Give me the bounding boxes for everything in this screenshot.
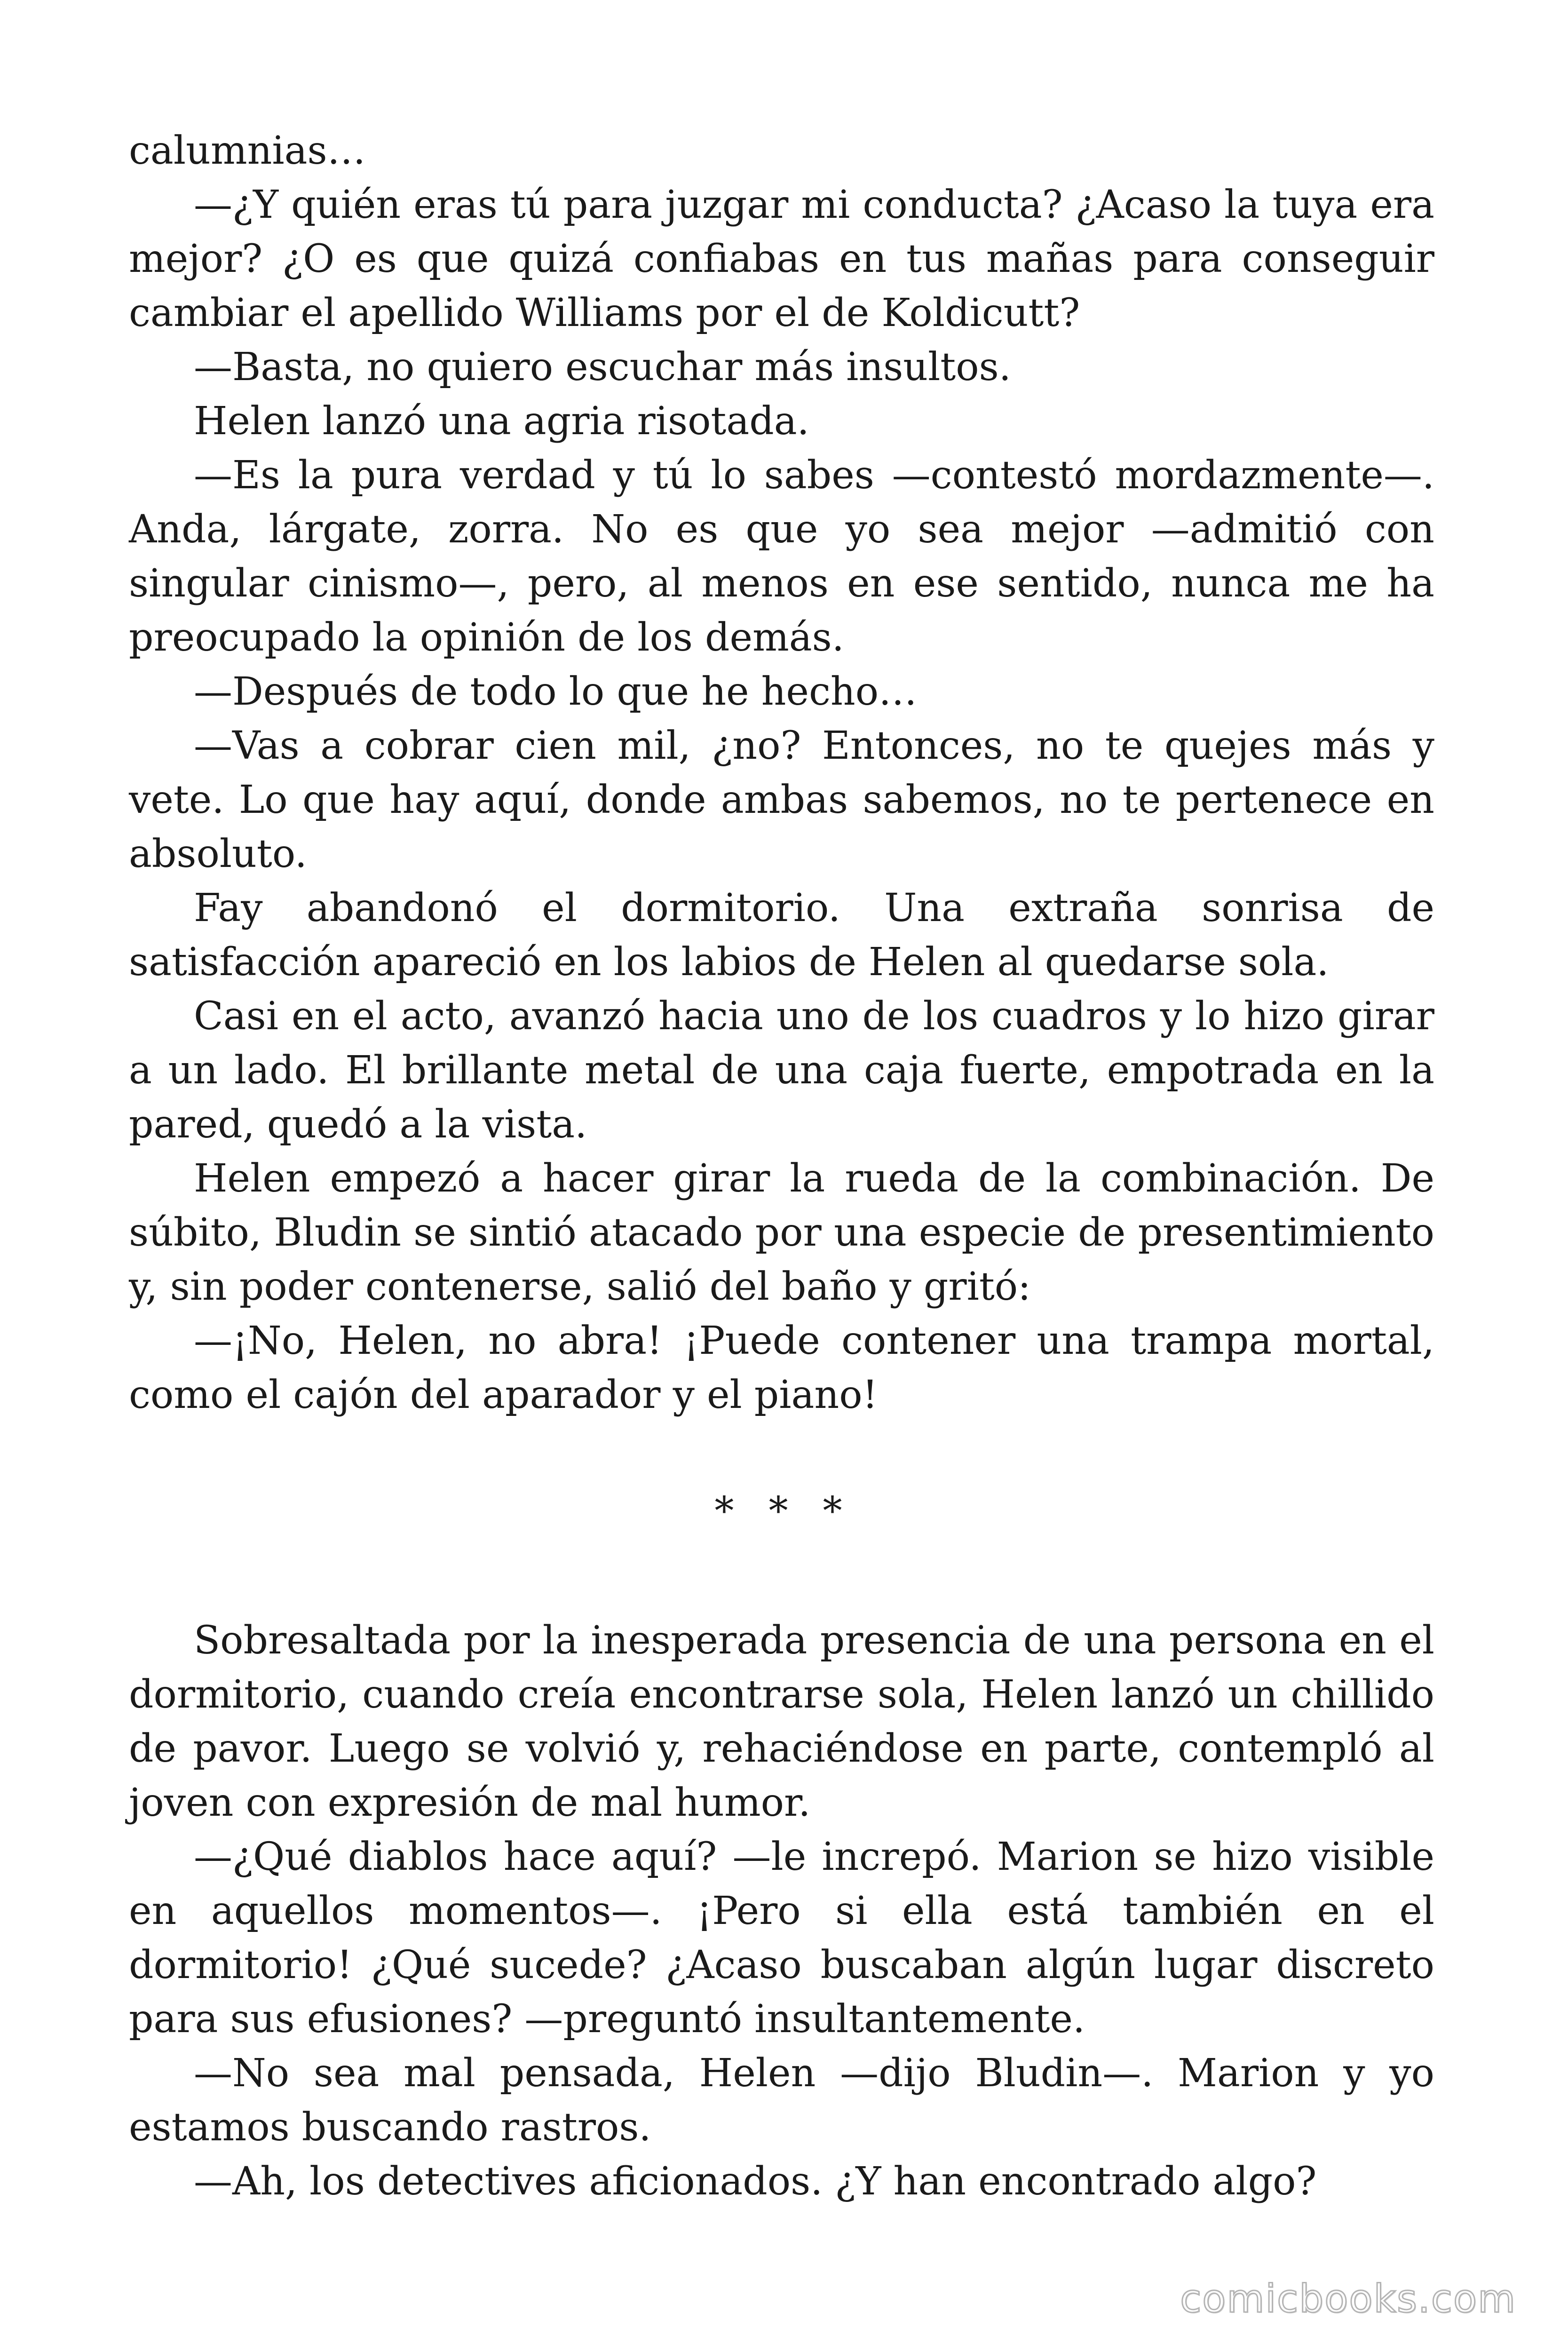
text-block-after-break [129,1613,1434,2209]
paragraph: —Basta, no quiero escuchar más insultos. [194,345,1011,389]
paragraph: Fay abandonó el dormitorio. Una extraña sonrisa de satisfacción apareció en los labios de Helen al quedarse sola. [129,886,1434,985]
scene-break: * * * [714,1489,854,1534]
paragraph: —Después de todo lo que he hecho… [194,669,918,714]
paragraph: —Vas a cobrar cien mil, ¿no? Entonces, no te quejes más y vete. Lo que hay aquí, donde ambas sabemos, no te pertenece en absoluto. [129,723,1434,876]
paragraph: —Es la pura verdad y tú lo sabes —contestó mordazmente—. Anda, lárgate, zorra. No es que yo sea mejor —admitió con singular cinismo—, pero, al menos en ese sentido, nunca me ha preocupado la opinión de los demás. [129,453,1434,660]
paragraph: —¡No, Helen, no abra! ¡Puede contener una trampa mortal, como el cajón del aparador y el piano! [129,1319,1434,1417]
watermark: comicbooks.com [1180,2277,1516,2321]
paragraph: Casi en el acto, avanzó hacia uno de los cuadros y lo hizo girar a un lado. El brillante metal de una caja fuerte, empotrada en la pared, quedó a la vista. [129,994,1434,1147]
paragraph: —No sea mal pensada, Helen —dijo Bludin—. Marion y yo estamos buscando rastros. [129,2051,1434,2150]
paragraph: calumnias… [129,128,366,173]
paragraph: —Ah, los detectives aficionados. ¿Y han encontrado algo? [194,2159,1317,2204]
paragraph: —¿Qué diablos hace aquí? —le increpó. Marion se hizo visible en aquellos momentos—. ¡Pero si ella está también en el dormitorio! ¿Qué sucede? ¿Acaso buscaban algún lugar discreto para sus efusiones? —preguntó insultantemente. [129,1835,1434,2042]
paragraph: Helen empezó a hacer girar la rueda de la combinación. De súbito, Bludin se sintió atacado por una especie de presentimiento y, sin poder contenerse, salió del baño y gritó: [129,1156,1434,1309]
paragraph: Sobresaltada por la inesperada presencia de una persona en el dormitorio, cuando creía encontrarse sola, Helen lanzó un chillido de pavor. Luego se volvió y, rehaciéndose en parte, contempló al joven con expresión de mal humor. [129,1618,1434,1825]
paragraph: Helen lanzó una agria risotada. [194,399,809,444]
paragraph: —¿Y quién eras tú para juzgar mi conducta? ¿Acaso la tuya era mejor? ¿O es que quizá confiabas en tus mañas para conseguir cambiar el apellido Williams por el de Koldicutt? [129,183,1434,335]
text-block-before-break [129,124,1434,1422]
